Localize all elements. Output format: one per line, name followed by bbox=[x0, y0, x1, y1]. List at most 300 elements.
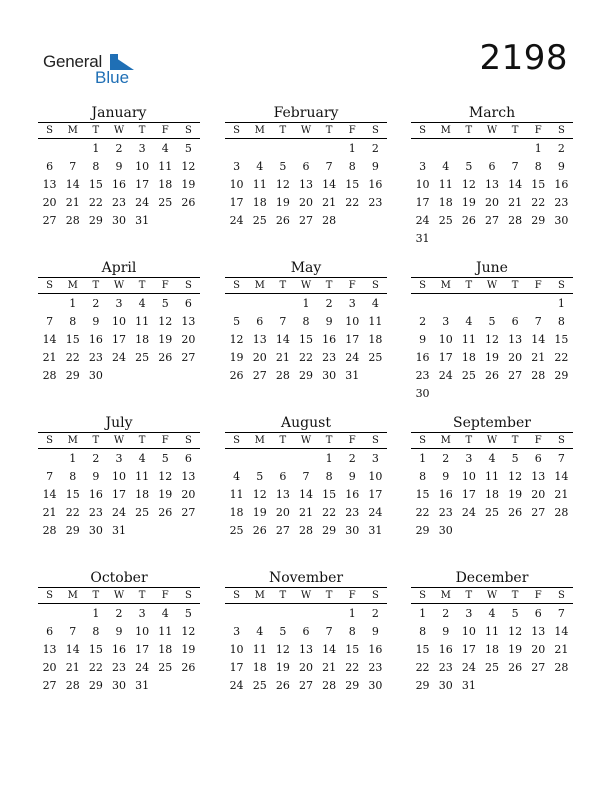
week-row bbox=[225, 211, 387, 229]
day-cell: 30 bbox=[88, 368, 103, 382]
week-row bbox=[38, 467, 200, 485]
day-cell: 6 bbox=[534, 451, 542, 465]
week-row bbox=[225, 467, 387, 485]
day-cell bbox=[38, 384, 61, 402]
weekday-header: T bbox=[465, 590, 473, 601]
day-cell: 12 bbox=[275, 642, 290, 656]
day-cell: 8 bbox=[534, 159, 542, 173]
month-name: October bbox=[90, 570, 148, 586]
day-cell: 3 bbox=[348, 296, 356, 310]
day-cell: 22 bbox=[554, 350, 569, 364]
day-cell: 9 bbox=[325, 314, 333, 328]
day-cell bbox=[271, 229, 294, 247]
weekday-header: T bbox=[92, 590, 100, 601]
day-cell bbox=[318, 229, 341, 247]
day-cell: 16 bbox=[438, 642, 453, 656]
weekday-header: M bbox=[440, 280, 451, 291]
day-cell: 5 bbox=[279, 159, 287, 173]
day-cell bbox=[318, 139, 341, 157]
day-cell bbox=[61, 139, 84, 157]
day-cell bbox=[248, 539, 271, 557]
weekday-header: M bbox=[67, 280, 78, 291]
day-cell bbox=[364, 229, 387, 247]
day-cell: 5 bbox=[184, 141, 192, 155]
month-name: April bbox=[101, 260, 137, 276]
day-cell: 22 bbox=[88, 660, 103, 674]
day-cell: 28 bbox=[65, 678, 80, 692]
day-cell: 25 bbox=[252, 213, 267, 227]
week-row bbox=[38, 622, 200, 640]
day-cell: 26 bbox=[252, 523, 267, 537]
weekday-header: W bbox=[486, 125, 498, 136]
day-cell: 12 bbox=[508, 469, 523, 483]
weekday-header: S bbox=[233, 590, 240, 601]
day-cell: 7 bbox=[69, 624, 77, 638]
day-cell: 10 bbox=[111, 314, 126, 328]
day-cell: 11 bbox=[368, 314, 383, 328]
week-row bbox=[225, 604, 387, 622]
week-row bbox=[38, 384, 200, 402]
day-cell: 5 bbox=[184, 606, 192, 620]
day-cell bbox=[177, 384, 200, 402]
weekday-header: W bbox=[486, 590, 498, 601]
day-cell: 7 bbox=[557, 451, 565, 465]
day-cell: 4 bbox=[138, 296, 146, 310]
day-cell: 16 bbox=[322, 332, 337, 346]
day-cell: 10 bbox=[368, 469, 383, 483]
day-cell: 10 bbox=[461, 624, 476, 638]
month-name: May bbox=[290, 260, 322, 276]
day-cell: 21 bbox=[322, 660, 337, 674]
day-cell: 6 bbox=[279, 469, 287, 483]
day-cell: 26 bbox=[484, 368, 499, 382]
day-cell: 29 bbox=[65, 368, 80, 382]
day-cell: 21 bbox=[65, 660, 80, 674]
week-row bbox=[225, 384, 387, 402]
day-cell: 16 bbox=[415, 350, 430, 364]
day-cell: 13 bbox=[42, 642, 57, 656]
day-cell: 18 bbox=[135, 487, 150, 501]
weekday-header: F bbox=[161, 590, 169, 601]
month-name: January bbox=[91, 105, 147, 121]
weekday-header: T bbox=[279, 590, 287, 601]
day-cell bbox=[107, 366, 130, 384]
day-cell: 28 bbox=[65, 213, 80, 227]
weekday-header: T bbox=[511, 280, 519, 291]
day-cell bbox=[154, 676, 177, 694]
weekday-header: S bbox=[371, 590, 379, 601]
day-cell: 21 bbox=[322, 195, 337, 209]
day-cell: 31 bbox=[111, 523, 126, 537]
day-cell bbox=[411, 294, 434, 312]
day-cell bbox=[154, 539, 177, 557]
day-cell: 10 bbox=[135, 159, 150, 173]
week-row bbox=[38, 211, 200, 229]
day-cell: 12 bbox=[461, 177, 476, 191]
day-cell bbox=[107, 539, 130, 557]
day-cell: 11 bbox=[229, 487, 244, 501]
day-cell bbox=[107, 229, 130, 247]
day-cell bbox=[271, 294, 294, 312]
weekday-header: W bbox=[486, 280, 498, 291]
day-cell: 3 bbox=[371, 451, 379, 465]
day-cell: 31 bbox=[415, 231, 430, 245]
day-cell: 17 bbox=[229, 660, 244, 674]
day-cell: 15 bbox=[322, 487, 337, 501]
week-row bbox=[225, 694, 387, 712]
day-cell bbox=[480, 521, 503, 539]
day-cell bbox=[271, 539, 294, 557]
weekday-header-row bbox=[225, 433, 387, 449]
weekday-header: S bbox=[184, 125, 192, 136]
day-cell: 21 bbox=[42, 350, 57, 364]
day-cell bbox=[504, 676, 527, 694]
day-cell: 25 bbox=[368, 350, 383, 364]
day-cell: 19 bbox=[229, 350, 244, 364]
day-cell bbox=[294, 449, 317, 467]
day-cell: 14 bbox=[65, 177, 80, 191]
weekday-header: M bbox=[254, 590, 265, 601]
weekday-header: F bbox=[348, 590, 356, 601]
weekday-header: T bbox=[279, 435, 287, 446]
week-row bbox=[411, 676, 573, 694]
week-row bbox=[225, 348, 387, 366]
weekday-header: T bbox=[325, 280, 333, 291]
week-row bbox=[38, 193, 200, 211]
day-cell: 11 bbox=[158, 624, 173, 638]
day-cell: 20 bbox=[484, 195, 499, 209]
day-cell bbox=[225, 294, 248, 312]
day-cell: 3 bbox=[115, 296, 123, 310]
month-name: August bbox=[281, 415, 331, 431]
month-table bbox=[38, 278, 200, 402]
day-cell: 29 bbox=[345, 678, 360, 692]
weekday-header: T bbox=[465, 435, 473, 446]
day-cell: 30 bbox=[438, 678, 453, 692]
month-name: February bbox=[273, 105, 339, 121]
day-cell: 7 bbox=[69, 159, 77, 173]
weekday-header-row bbox=[225, 588, 387, 604]
day-cell bbox=[318, 604, 341, 622]
day-cell: 25 bbox=[158, 195, 173, 209]
logo-text-blue: Blue bbox=[95, 68, 130, 87]
day-cell: 13 bbox=[484, 177, 499, 191]
weekday-header: S bbox=[46, 280, 53, 291]
month-table bbox=[225, 278, 387, 402]
day-cell: 14 bbox=[554, 469, 569, 483]
week-row bbox=[411, 366, 573, 384]
week-row bbox=[225, 157, 387, 175]
day-cell: 1 bbox=[325, 451, 333, 465]
week-row bbox=[411, 658, 573, 676]
day-cell: 28 bbox=[42, 368, 57, 382]
day-cell: 8 bbox=[69, 469, 77, 483]
day-cell: 4 bbox=[161, 141, 169, 155]
week-row bbox=[38, 640, 200, 658]
day-cell bbox=[225, 449, 248, 467]
day-cell: 14 bbox=[65, 642, 80, 656]
day-cell: 2 bbox=[115, 141, 123, 155]
day-cell: 17 bbox=[415, 195, 430, 209]
day-cell: 14 bbox=[298, 487, 313, 501]
day-cell: 22 bbox=[322, 505, 337, 519]
month-name: November bbox=[268, 570, 344, 586]
day-cell: 18 bbox=[252, 660, 267, 674]
day-cell: 6 bbox=[302, 159, 310, 173]
week-row bbox=[225, 366, 387, 384]
day-cell bbox=[225, 539, 248, 557]
day-cell: 27 bbox=[508, 368, 523, 382]
day-cell: 28 bbox=[554, 505, 569, 519]
day-cell bbox=[248, 139, 271, 157]
day-cell: 2 bbox=[557, 141, 565, 155]
day-cell bbox=[271, 449, 294, 467]
day-cell: 18 bbox=[461, 350, 476, 364]
weekday-header: S bbox=[419, 590, 426, 601]
day-cell: 29 bbox=[415, 523, 430, 537]
day-cell: 30 bbox=[554, 213, 569, 227]
day-cell bbox=[550, 521, 573, 539]
day-cell: 11 bbox=[484, 469, 499, 483]
day-cell: 24 bbox=[111, 350, 126, 364]
day-cell: 24 bbox=[111, 505, 126, 519]
day-cell: 29 bbox=[298, 368, 313, 382]
week-row bbox=[411, 157, 573, 175]
day-cell: 22 bbox=[298, 350, 313, 364]
week-row bbox=[38, 503, 200, 521]
day-cell: 13 bbox=[42, 177, 57, 191]
weekday-header: W bbox=[113, 280, 125, 291]
day-cell: 12 bbox=[229, 332, 244, 346]
week-row bbox=[38, 604, 200, 622]
day-cell: 27 bbox=[298, 678, 313, 692]
day-cell bbox=[434, 539, 457, 557]
month-name: September bbox=[453, 415, 531, 431]
day-cell bbox=[480, 294, 503, 312]
day-cell: 15 bbox=[65, 332, 80, 346]
month-name: December bbox=[455, 570, 529, 586]
week-row bbox=[411, 330, 573, 348]
weekday-header: F bbox=[534, 590, 542, 601]
day-cell: 14 bbox=[42, 487, 57, 501]
week-row bbox=[411, 294, 573, 312]
month-name: June bbox=[476, 260, 508, 276]
day-cell: 24 bbox=[368, 505, 383, 519]
day-cell: 26 bbox=[275, 213, 290, 227]
weekday-header: T bbox=[138, 435, 146, 446]
day-cell: 13 bbox=[181, 469, 196, 483]
day-cell: 11 bbox=[438, 177, 453, 191]
day-cell bbox=[225, 384, 248, 402]
day-cell bbox=[38, 229, 61, 247]
day-cell bbox=[107, 384, 130, 402]
weekday-header: T bbox=[92, 280, 100, 291]
day-cell: 2 bbox=[442, 606, 450, 620]
week-row bbox=[411, 622, 573, 640]
day-cell: 1 bbox=[534, 141, 542, 155]
day-cell: 7 bbox=[325, 159, 333, 173]
day-cell bbox=[131, 229, 154, 247]
weekday-header-row bbox=[38, 123, 200, 139]
weekday-header: M bbox=[254, 125, 265, 136]
generalblue-logo bbox=[43, 52, 143, 88]
week-row bbox=[411, 139, 573, 157]
day-cell: 11 bbox=[135, 314, 150, 328]
day-cell bbox=[154, 229, 177, 247]
month-block-january bbox=[38, 104, 200, 247]
day-cell: 29 bbox=[415, 678, 430, 692]
day-cell: 31 bbox=[135, 678, 150, 692]
day-cell: 16 bbox=[88, 487, 103, 501]
day-cell: 18 bbox=[135, 332, 150, 346]
day-cell: 12 bbox=[508, 624, 523, 638]
week-row bbox=[225, 640, 387, 658]
day-cell: 18 bbox=[252, 195, 267, 209]
month-block-june bbox=[411, 259, 573, 402]
week-row bbox=[38, 539, 200, 557]
day-cell: 26 bbox=[181, 195, 196, 209]
day-cell bbox=[154, 694, 177, 712]
week-row bbox=[38, 658, 200, 676]
weekday-header: W bbox=[113, 125, 125, 136]
day-cell: 24 bbox=[345, 350, 360, 364]
weekday-header: T bbox=[325, 590, 333, 601]
day-cell: 9 bbox=[348, 469, 356, 483]
day-cell: 15 bbox=[298, 332, 313, 346]
day-cell: 21 bbox=[531, 350, 546, 364]
day-cell: 24 bbox=[135, 660, 150, 674]
day-cell: 11 bbox=[252, 177, 267, 191]
day-cell bbox=[294, 694, 317, 712]
day-cell: 27 bbox=[531, 505, 546, 519]
day-cell bbox=[457, 384, 480, 402]
day-cell bbox=[177, 229, 200, 247]
day-cell: 6 bbox=[534, 606, 542, 620]
day-cell bbox=[294, 139, 317, 157]
weekday-header: W bbox=[300, 280, 312, 291]
weekday-header: T bbox=[92, 125, 100, 136]
week-row bbox=[225, 539, 387, 557]
day-cell bbox=[341, 229, 364, 247]
weekday-header: F bbox=[348, 125, 356, 136]
day-cell: 1 bbox=[92, 141, 100, 155]
day-cell: 28 bbox=[298, 523, 313, 537]
day-cell: 19 bbox=[508, 487, 523, 501]
day-cell: 30 bbox=[345, 523, 360, 537]
month-block-november bbox=[225, 569, 387, 712]
week-row bbox=[411, 521, 573, 539]
day-cell: 15 bbox=[65, 487, 80, 501]
day-cell bbox=[248, 384, 271, 402]
day-cell: 27 bbox=[42, 213, 57, 227]
day-cell: 25 bbox=[229, 523, 244, 537]
day-cell: 21 bbox=[554, 642, 569, 656]
day-cell: 26 bbox=[158, 350, 173, 364]
day-cell: 11 bbox=[484, 624, 499, 638]
day-cell: 13 bbox=[298, 642, 313, 656]
day-cell: 1 bbox=[348, 606, 356, 620]
day-cell: 11 bbox=[158, 159, 173, 173]
day-cell: 5 bbox=[465, 159, 473, 173]
day-cell: 6 bbox=[184, 451, 192, 465]
day-cell: 30 bbox=[438, 523, 453, 537]
day-cell: 24 bbox=[229, 678, 244, 692]
day-cell: 9 bbox=[371, 624, 379, 638]
day-cell: 5 bbox=[233, 314, 241, 328]
day-cell bbox=[248, 694, 271, 712]
day-cell: 23 bbox=[111, 195, 126, 209]
weekday-header: S bbox=[233, 280, 240, 291]
day-cell: 9 bbox=[419, 332, 427, 346]
day-cell bbox=[527, 521, 550, 539]
day-cell: 2 bbox=[325, 296, 333, 310]
month-table bbox=[411, 588, 573, 712]
day-cell: 9 bbox=[115, 159, 123, 173]
weekday-header: T bbox=[465, 125, 473, 136]
day-cell: 22 bbox=[65, 505, 80, 519]
day-cell: 31 bbox=[345, 368, 360, 382]
day-cell: 19 bbox=[181, 177, 196, 191]
weekday-header: F bbox=[161, 125, 169, 136]
day-cell: 29 bbox=[554, 368, 569, 382]
weekday-header-row bbox=[411, 123, 573, 139]
day-cell: 7 bbox=[302, 469, 310, 483]
day-cell bbox=[457, 229, 480, 247]
day-cell: 11 bbox=[461, 332, 476, 346]
day-cell: 6 bbox=[511, 314, 519, 328]
day-cell: 20 bbox=[298, 195, 313, 209]
day-cell: 10 bbox=[135, 624, 150, 638]
day-cell: 16 bbox=[368, 177, 383, 191]
year-title: 2198 bbox=[479, 38, 568, 78]
week-row bbox=[225, 139, 387, 157]
day-cell: 22 bbox=[415, 660, 430, 674]
weekday-header: S bbox=[557, 280, 565, 291]
day-cell: 20 bbox=[42, 195, 57, 209]
day-cell: 20 bbox=[252, 350, 267, 364]
day-cell: 19 bbox=[484, 350, 499, 364]
day-cell: 17 bbox=[229, 195, 244, 209]
week-row bbox=[411, 640, 573, 658]
day-cell: 2 bbox=[92, 451, 100, 465]
day-cell: 20 bbox=[531, 487, 546, 501]
day-cell: 8 bbox=[302, 314, 310, 328]
day-cell: 15 bbox=[345, 642, 360, 656]
day-cell: 27 bbox=[181, 350, 196, 364]
week-row bbox=[225, 521, 387, 539]
day-cell: 19 bbox=[508, 642, 523, 656]
day-cell bbox=[177, 539, 200, 557]
day-cell bbox=[177, 366, 200, 384]
day-cell: 14 bbox=[42, 332, 57, 346]
day-cell: 22 bbox=[531, 195, 546, 209]
weekday-header: S bbox=[184, 280, 192, 291]
weekday-header: S bbox=[371, 435, 379, 446]
day-cell bbox=[527, 294, 550, 312]
day-cell: 15 bbox=[345, 177, 360, 191]
day-cell: 8 bbox=[69, 314, 77, 328]
day-cell: 8 bbox=[419, 624, 427, 638]
weekday-header: S bbox=[46, 125, 53, 136]
day-cell bbox=[248, 449, 271, 467]
calendar-grid bbox=[38, 104, 574, 724]
day-cell: 30 bbox=[322, 368, 337, 382]
day-cell: 28 bbox=[322, 678, 337, 692]
day-cell bbox=[177, 521, 200, 539]
week-row bbox=[411, 384, 573, 402]
day-cell bbox=[154, 521, 177, 539]
day-cell: 12 bbox=[181, 159, 196, 173]
